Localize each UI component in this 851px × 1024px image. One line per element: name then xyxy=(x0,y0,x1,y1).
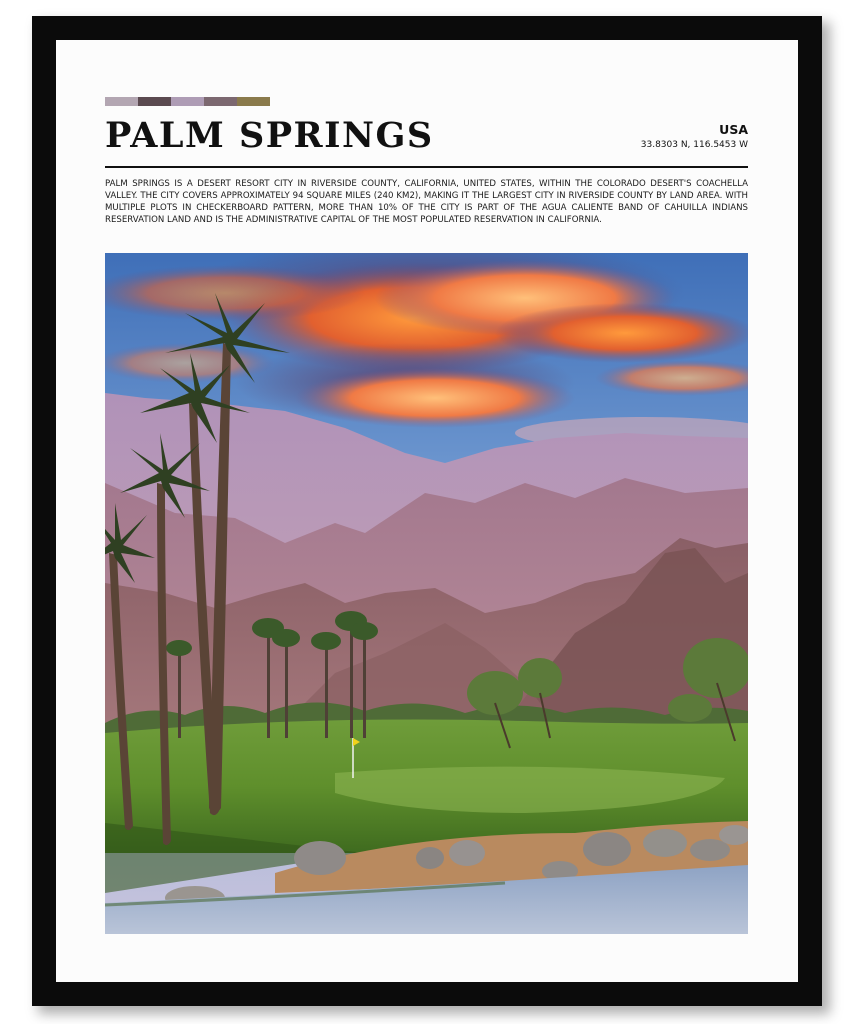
coordinates-label: 33.8303 N, 116.5453 W xyxy=(640,140,748,150)
palette-swatch-3 xyxy=(171,97,204,106)
city-description: PALM SPRINGS IS A DESERT RESORT CITY IN RIVERSIDE COUNTY, CALIFORNIA, UNITED STATES, WITHIN THE COLORADO DESERT'S COACHELLA VALLEY. THE CITY COVERS APPROXIMATELY 94 SQUARE MILES (240 KM2), MAKING IT THE LARGEST CITY IN RIVERSIDE COUNTY BY LAND AREA. WITH MULTIPLE PLOTS IN CHECKERBOARD PATTERN, MORE THAN 10% OF THE CITY IS PART OF THE AGUA CALIENTE BAND OF CAHUILLA INDIANS RESERVATION LAND AND IS THE ADMINISTRATIVE CAPITAL OF THE MOST POPULATED RESERVATION IN CALIFORNIA. xyxy=(105,179,748,226)
palette-swatch-5 xyxy=(237,97,270,106)
color-palette xyxy=(105,97,270,106)
landscape-photo xyxy=(105,253,748,934)
poster-title: PALM SPRINGS xyxy=(105,115,434,156)
title-divider xyxy=(105,166,748,168)
palette-swatch-2 xyxy=(138,97,171,106)
palette-swatch-1 xyxy=(105,97,138,106)
country-label: USA xyxy=(719,122,748,137)
palette-swatch-4 xyxy=(204,97,237,106)
